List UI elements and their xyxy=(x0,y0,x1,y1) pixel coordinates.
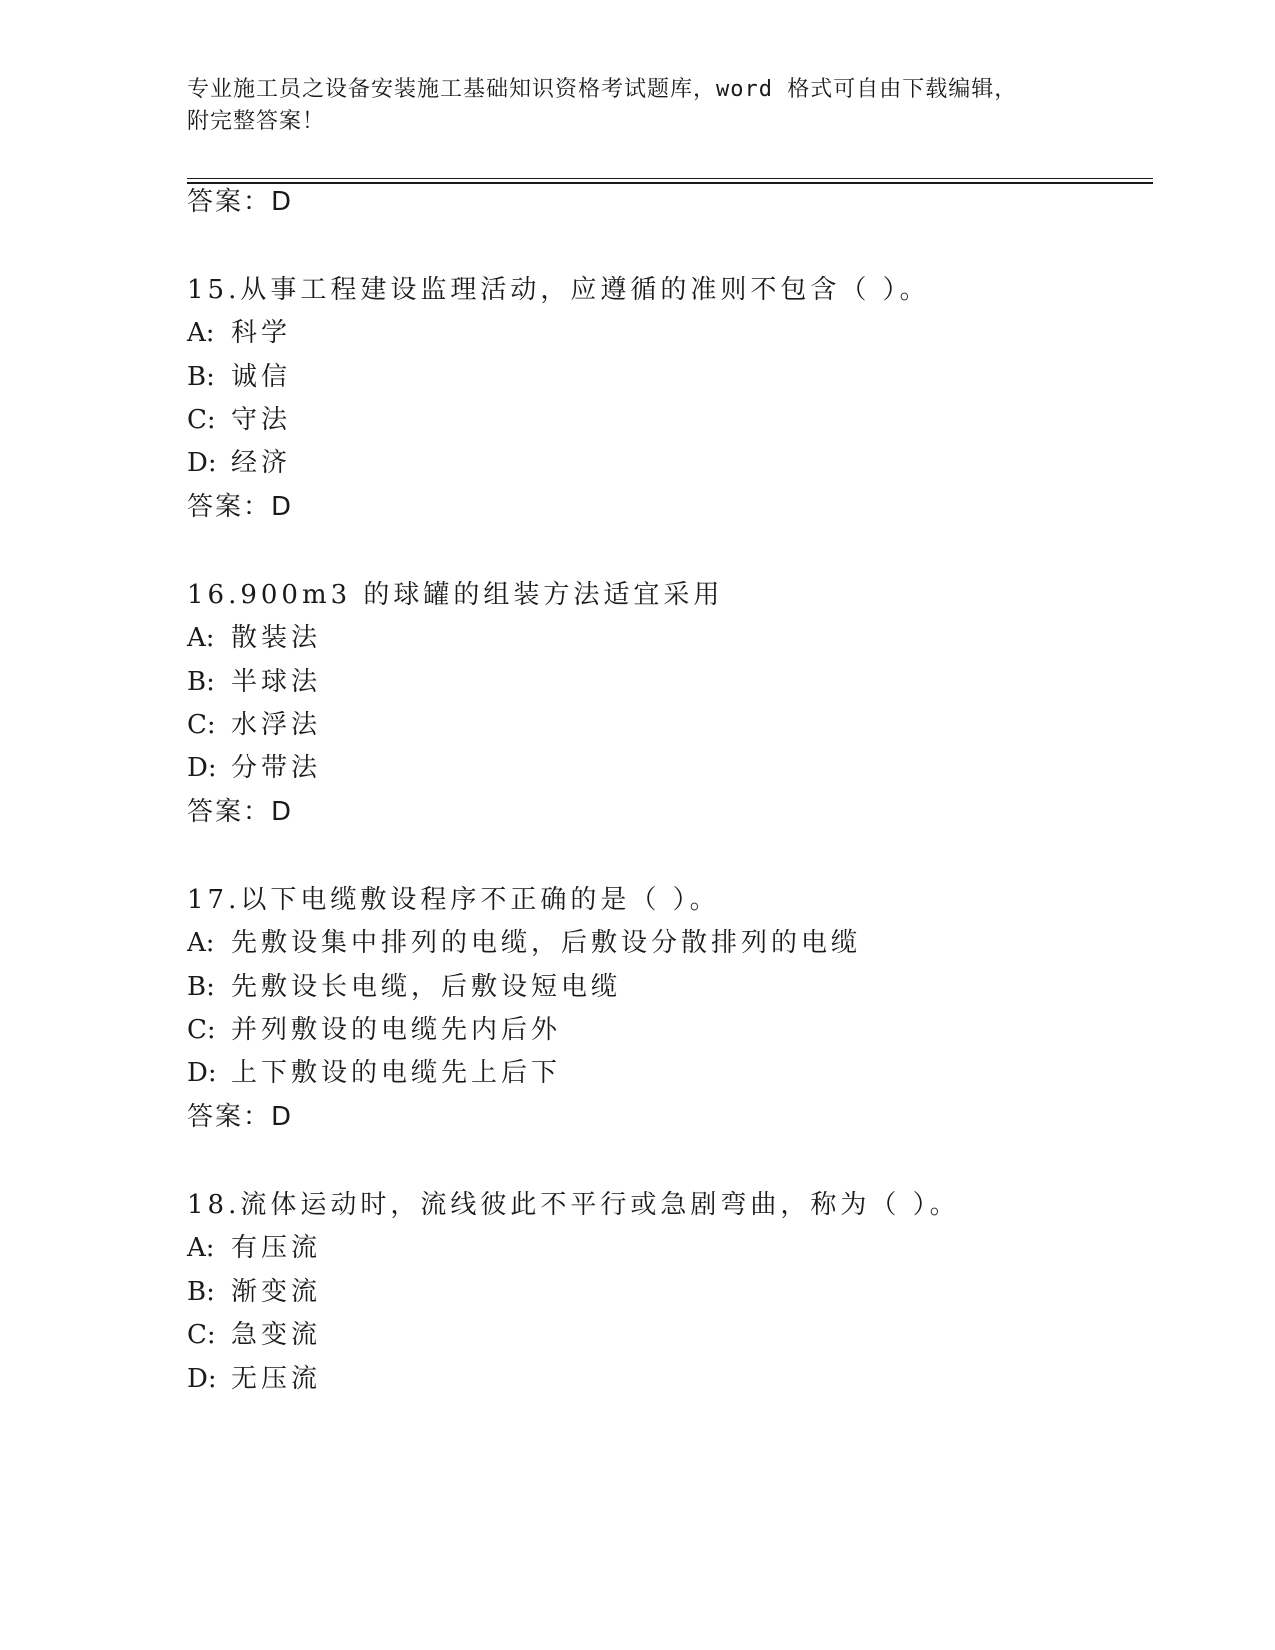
question-16-option-c xyxy=(187,708,321,742)
document-header xyxy=(187,74,1087,138)
question-15-option-a xyxy=(187,316,291,350)
option-text: 经济 xyxy=(231,448,292,478)
header-rule-thick xyxy=(187,182,1153,184)
option-text: 无压流 xyxy=(231,1364,322,1394)
option-key: A: xyxy=(187,318,215,348)
question-17-stem: 17.以下电缆敷设程序不正确的是（ ）。 xyxy=(187,885,720,915)
option-key: B: xyxy=(187,362,215,392)
option-key: D: xyxy=(187,753,217,783)
option-text: 有压流 xyxy=(231,1233,322,1263)
question-18-option-d xyxy=(187,1362,321,1396)
option-text: 水浮法 xyxy=(231,710,322,740)
option-text: 渐变流 xyxy=(231,1277,322,1307)
option-key: A: xyxy=(187,928,215,958)
question-16-answer: 答案：D xyxy=(187,797,294,827)
question-17-option-a xyxy=(187,926,861,960)
option-text: 并列敷设的电缆先内后外 xyxy=(231,1015,562,1045)
option-text: 先敷设长电缆，后敷设短电缆 xyxy=(231,972,622,1002)
document-page xyxy=(187,0,1147,1650)
question-15-option-b xyxy=(187,360,291,394)
option-key: C: xyxy=(187,1015,216,1045)
option-text: 上下敷设的电缆先上后下 xyxy=(231,1058,562,1088)
option-text: 诚信 xyxy=(231,362,292,392)
option-text: 守法 xyxy=(231,405,292,435)
question-18-option-a xyxy=(187,1231,321,1265)
option-text: 科学 xyxy=(231,318,292,348)
option-key: B: xyxy=(187,972,215,1002)
option-key: C: xyxy=(187,710,216,740)
question-18-option-c xyxy=(187,1318,321,1352)
header-line-2: 附完整答案！ xyxy=(187,109,326,134)
option-text: 分带法 xyxy=(231,753,322,783)
option-key: B: xyxy=(187,1277,215,1307)
header-rule-thin xyxy=(187,178,1153,179)
question-15-answer: 答案：D xyxy=(187,492,294,522)
question-18-stem: 18.流体运动时，流线彼此不平行或急剧弯曲，称为（ ）。 xyxy=(187,1190,960,1220)
question-15-option-d xyxy=(187,446,291,480)
question-18-option-b xyxy=(187,1275,321,1309)
question-16-option-a xyxy=(187,621,321,655)
question-17-option-b xyxy=(187,970,621,1004)
question-17-answer: 答案：D xyxy=(187,1102,294,1132)
option-key: D: xyxy=(187,1364,217,1394)
question-17-option-c xyxy=(187,1013,561,1047)
option-text: 散装法 xyxy=(231,623,322,653)
question-16-stem: 16.900m3 的球罐的组装方法适宜采用 xyxy=(187,580,724,610)
option-key: A: xyxy=(187,1233,215,1263)
option-key: D: xyxy=(187,448,217,478)
option-text: 急变流 xyxy=(231,1320,322,1350)
answer-prev: 答案：D xyxy=(187,187,294,217)
option-text: 先敷设集中排列的电缆，后敷设分散排列的电缆 xyxy=(231,928,862,958)
option-key: D: xyxy=(187,1058,217,1088)
option-key: A: xyxy=(187,623,215,653)
header-line-1: 专业施工员之设备安装施工基础知识资格考试题库，word 格式可自由下载编辑， xyxy=(187,77,1018,102)
option-key: C: xyxy=(187,1320,216,1350)
question-17-option-d xyxy=(187,1056,561,1090)
question-16-option-b xyxy=(187,665,321,699)
question-15-option-c xyxy=(187,403,291,437)
option-key: B: xyxy=(187,667,215,697)
question-16-option-d xyxy=(187,751,321,785)
option-key: C: xyxy=(187,405,216,435)
option-text: 半球法 xyxy=(231,667,322,697)
question-15-stem: 15.从事工程建设监理活动，应遵循的准则不包含（ ）。 xyxy=(187,275,930,305)
